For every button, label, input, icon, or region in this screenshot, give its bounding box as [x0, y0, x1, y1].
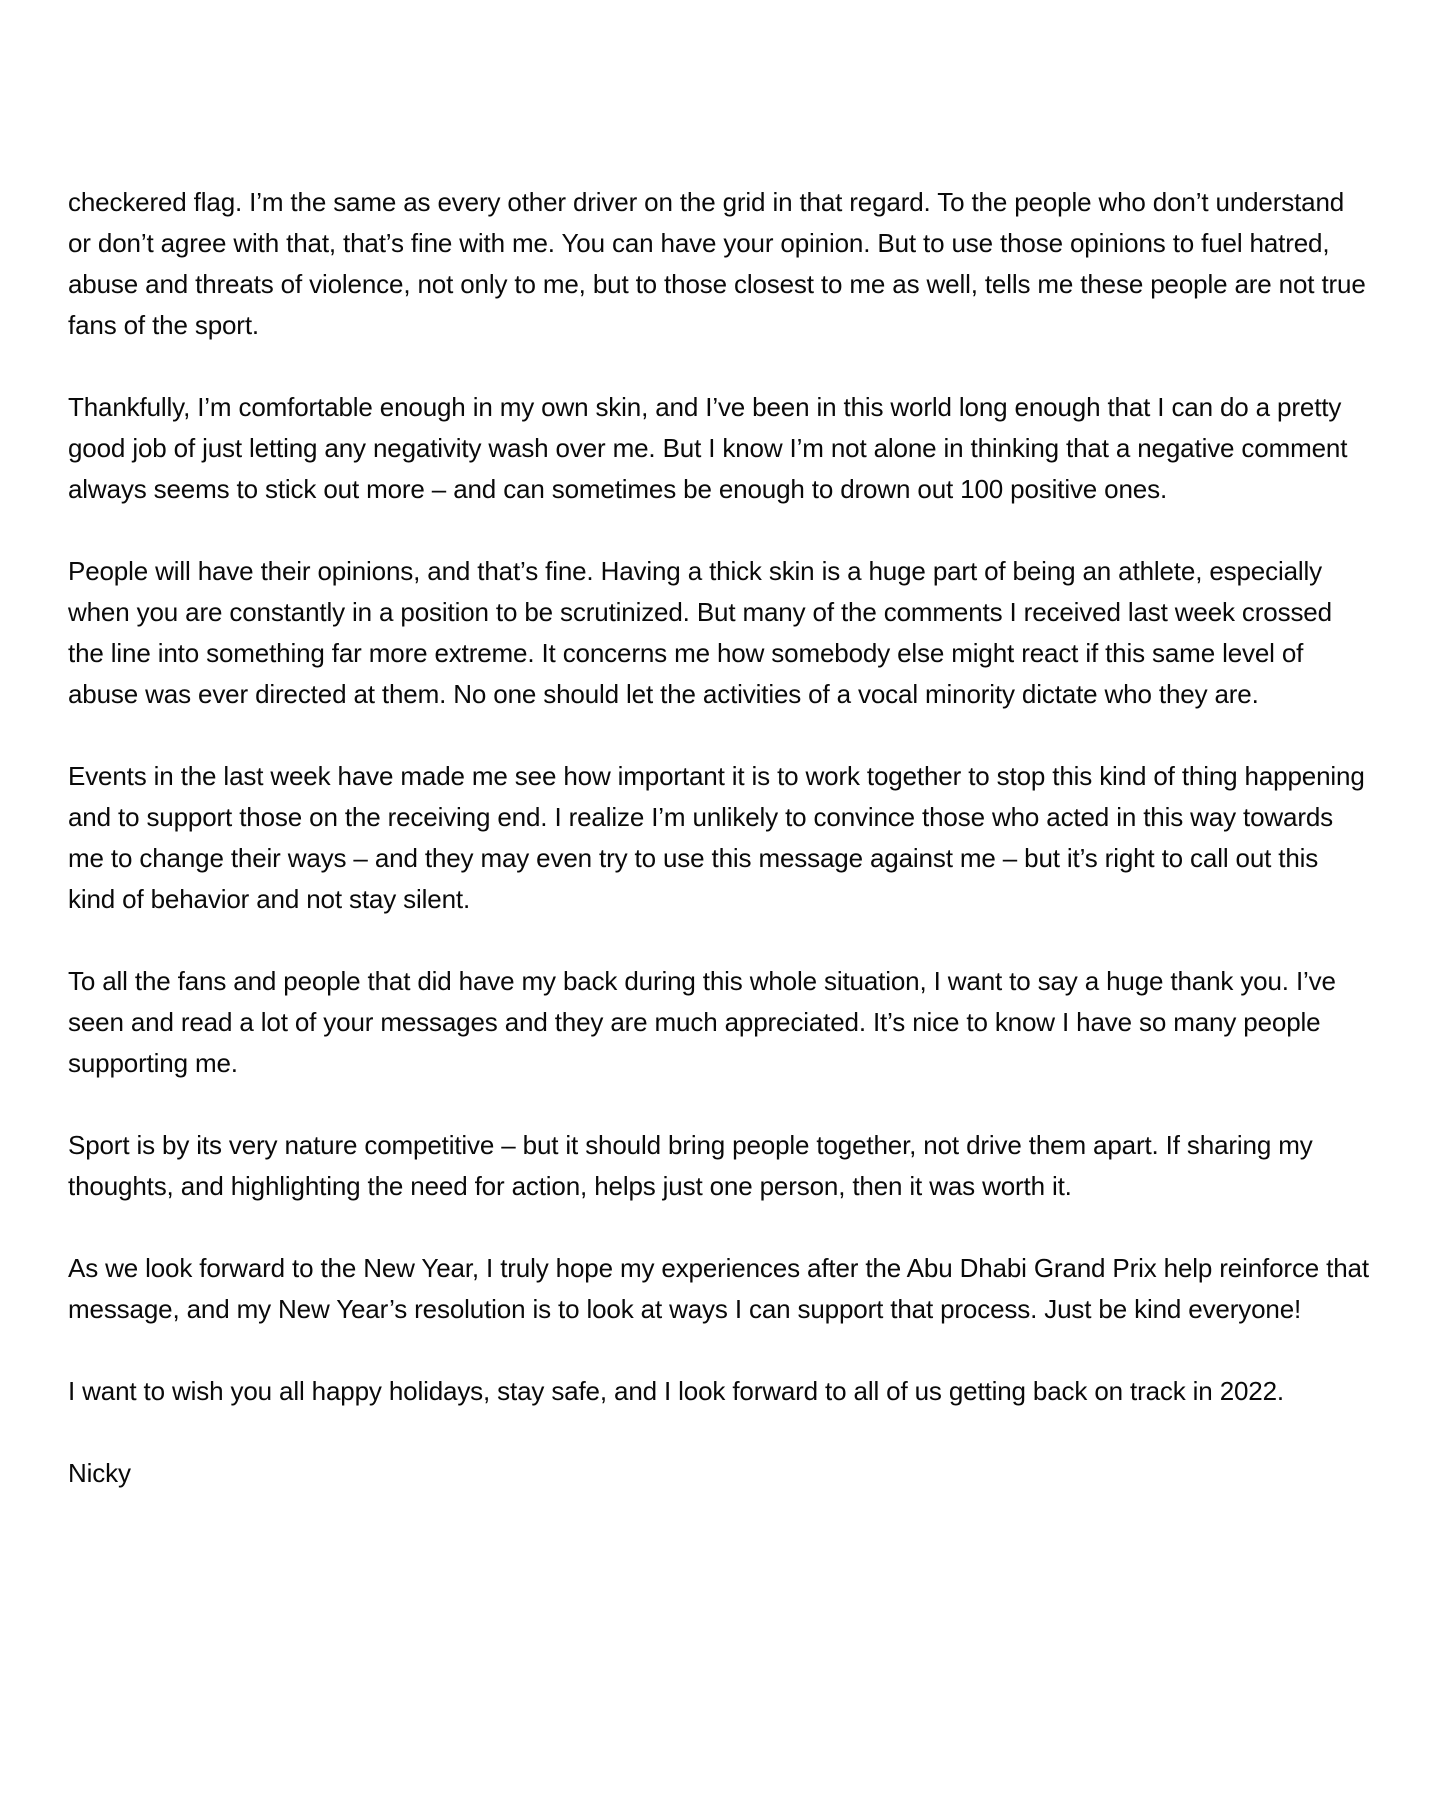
paragraph: Thankfully, I’m comfortable enough in my own skin, and I’ve been in this world long enough that I can do a pretty good job of just letting any negativity wash over me. But I know I’m not alone in thinking that a negative comment always seems to stick out more – and can sometimes be enough to drown out 100 positive ones. [68, 392, 1348, 504]
paragraph: As we look forward to the New Year, I truly hope my experiences after the Abu Dhabi Grand Prix help reinforce that message, and my New Year’s resolution is to look at ways I can support that process. Just be kind everyone! [68, 1253, 1369, 1324]
paragraph: To all the fans and people that did have my back during this whole situation, I want to say a huge thank you. I’ve seen and read a lot of your messages and they are much appreciated. It’s nice to know I have so many people supporting me. [68, 966, 1336, 1078]
paragraph: People will have their opinions, and that’s fine. Having a thick skin is a huge part of being an athlete, especially when you are constantly in a position to be scrutinized. But many of the comments I received last week crossed the line into something far more extreme. It concerns me how somebody else might react if this same level of abuse was ever directed at them. No one should let the activities of a vocal minority dictate who they are. [68, 556, 1332, 709]
signature: Nicky [68, 1458, 131, 1488]
paragraph: I want to wish you all happy holidays, stay safe, and I look forward to all of us getting back on track in 2022. [68, 1376, 1285, 1406]
paragraph: Events in the last week have made me see how important it is to work together to stop this kind of thing happening and to support those on the receiving end. I realize I’m unlikely to convince those who acted in this way towards me to change their ways – and they may even try to use this message against me – but it’s right to call out this kind of behavior and not stay silent. [68, 761, 1365, 914]
paragraph: checkered flag. I’m the same as every other driver on the grid in that regard. To the people who don’t understand or don’t agree with that, that’s fine with me. You can have your opinion. But to use those opinions to fuel hatred, abuse and threats of violence, not only to me, but to those closest to me as well, tells me these people are not true fans of the sport. [68, 187, 1366, 340]
paragraph: Sport is by its very nature competitive – but it should bring people together, not drive them apart. If sharing my thoughts, and highlighting the need for action, helps just one person, then it was worth it. [68, 1130, 1313, 1201]
statement-document [68, 182, 1372, 1494]
